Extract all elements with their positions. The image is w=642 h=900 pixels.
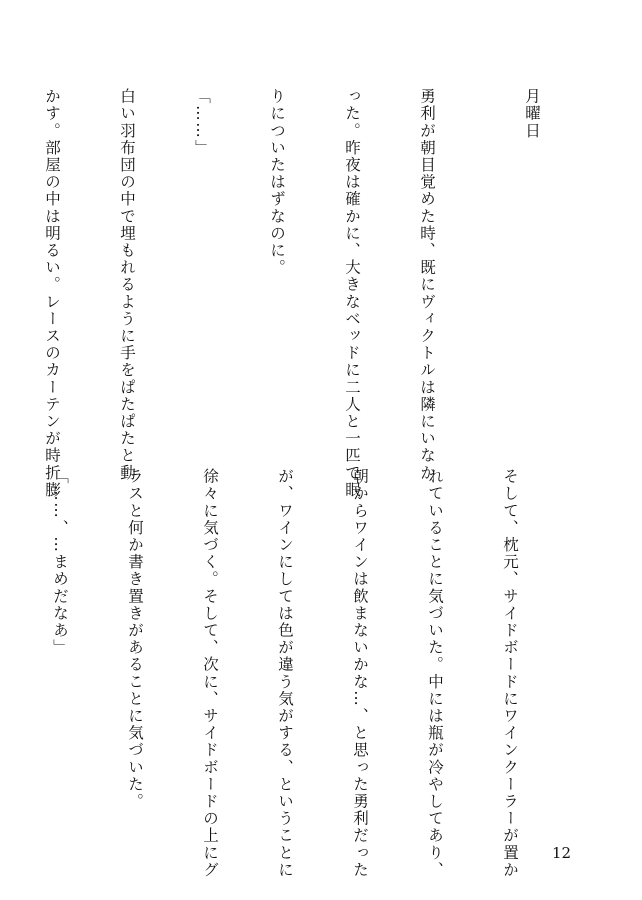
upper-text-block — [0, 88, 594, 499]
page-number: 12 — [552, 844, 572, 862]
text-line: そして、枕元、サイドボードにワインクーラーが置か — [501, 468, 519, 879]
text-line: った。昨夜は確かに、大きなベッドに二人と一匹で眠 — [343, 88, 361, 499]
text-line: かす。部屋の中は明るい。レースのカーテンが時折膨 — [43, 88, 61, 499]
text-line: 「……、…まめだなあ」 — [51, 468, 69, 657]
text-line: 朝からワインは飲まないかな…、と思った勇利だった — [351, 468, 369, 879]
text-line: 「……」 — [193, 88, 211, 157]
text-line: が、ワインにしては色が違う気がする、ということに — [276, 468, 294, 879]
text-line: 徐々に気づく。そして、次に、サイドボードの上にグ — [201, 468, 219, 879]
text-line: 勇利が朝目覚めた時、既にヴィクトルは隣にいなか — [418, 88, 436, 482]
text-line: りについたはずなのに。 — [268, 88, 286, 277]
text-line: 白い羽布団の中で埋もれるように手をぱたぱたと動 — [118, 88, 136, 482]
text-line: れていることに気づいた。中には瓶が冷やしてあり、 — [426, 468, 444, 879]
chapter-title: 月曜日 — [523, 88, 541, 140]
text-line: ラスと何か書き置きがあることに気づいた。 — [126, 468, 144, 810]
